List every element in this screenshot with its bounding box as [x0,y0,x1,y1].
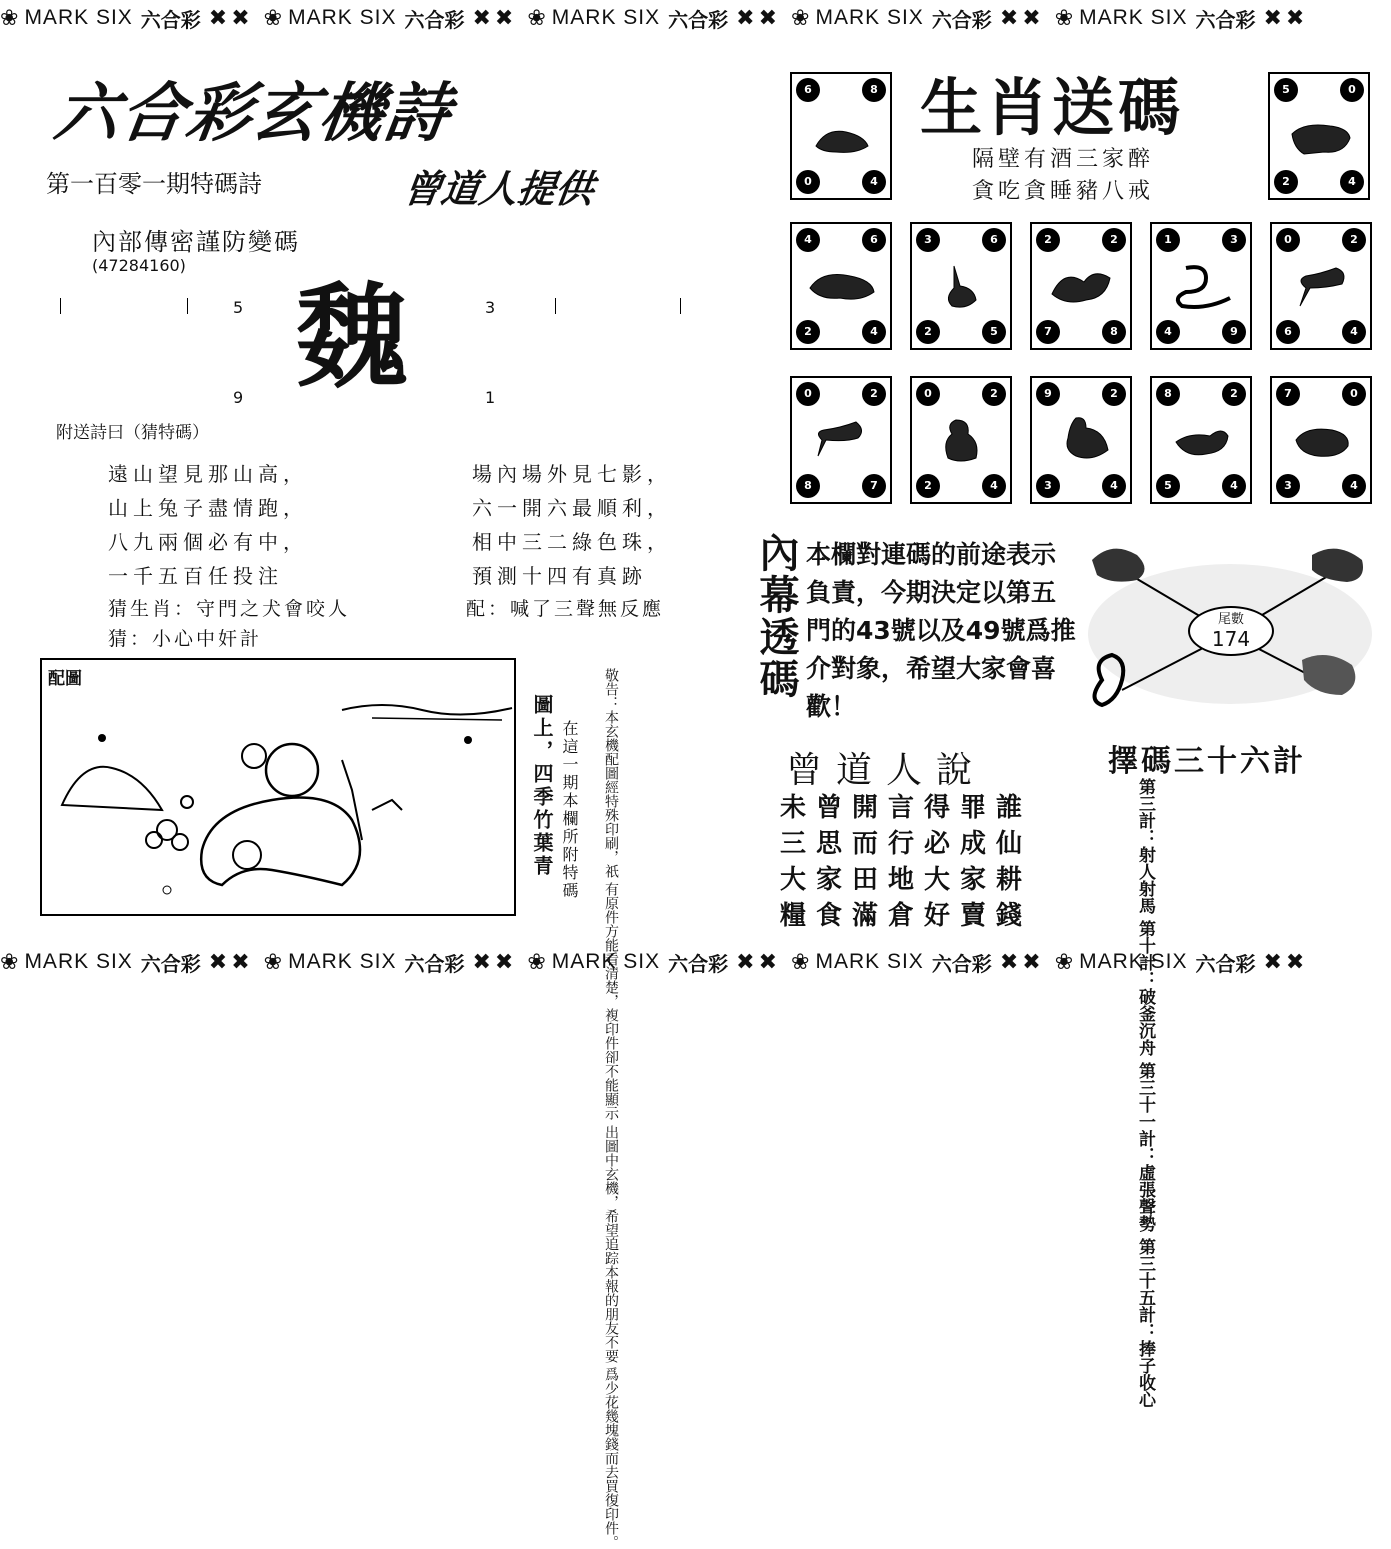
phone-number: (47284160) [92,256,186,275]
provider-label: 曾道人提供 [400,167,597,211]
zodiac-card-dragon [1030,222,1132,350]
cross-icon: ✖ [231,949,250,975]
flower-icon: ❀ [1054,5,1074,31]
banner-unit [264,948,518,977]
lhc-text: 六合彩 [140,7,201,32]
zodiac-card-monkey [910,376,1012,504]
card-number: 0 [1340,78,1364,102]
inside-text-line: 歡！ [806,692,857,721]
mark-six-text: MARK SIX [1079,6,1188,29]
cross-icon: ✖ [1285,5,1305,31]
flower-icon: ❀ [527,5,546,31]
card-number: 4 [1342,474,1366,498]
card-number: 2 [1036,228,1060,252]
issue-heading: 第一百零一期特碼詩 [46,170,262,198]
notice-line: 敬告：本玄機配圖經特殊印刷，祇 [603,668,619,878]
banner-unit [264,4,518,33]
strategy-line: 第十計：破釜沉舟 [1135,919,1155,1056]
banner-unit [1055,948,1309,977]
mark-six-text: MARK SIX [24,950,133,973]
mark-six-text: MARK SIX [551,950,661,973]
card-number: 2 [1102,228,1126,252]
card-number: 2 [1342,228,1366,252]
mark-six-text: MARK SIX [551,6,661,29]
card-number: 1 [1156,228,1180,252]
card-number: 2 [916,474,940,498]
number-5: 5 [233,298,244,317]
number-3: 3 [485,298,496,317]
flower-icon: ❀ [791,5,810,31]
picture-box [40,658,516,916]
saying-line: 未曾開言得罪誰 [780,793,1033,823]
card-number: 4 [1102,474,1126,498]
number-1: 1 [485,388,496,407]
cross-icon: ✖ [1285,949,1305,975]
zodiac-title: 生肖送碼 [920,71,1185,144]
sayings-title: 曾道人說 [786,750,987,791]
page-title: 六合彩玄機詩 [49,77,457,151]
cross-icon: ✖ [208,949,228,975]
cross-icon: ✖ [1263,5,1282,31]
card-number: 4 [1222,474,1246,498]
cross-icon: ✖ [736,5,755,31]
card-number: 4 [862,320,886,344]
pig-icon [1286,412,1356,468]
zodiac-card-snake [1150,222,1252,350]
lhc-text: 六合彩 [668,951,729,976]
card-number: 8 [1156,382,1180,406]
rooster-icon [1046,412,1116,468]
lhc-text: 六合彩 [404,951,465,976]
inside-text-line: 負責，今期決定以第五 [806,578,1057,607]
goat-icon [806,412,876,468]
poem-line: 八九兩個必有中， [108,530,308,554]
card-number: 4 [796,228,820,252]
card-number: 8 [862,78,886,102]
flower-icon: ❀ [263,949,283,975]
zodiac-card-pig [1270,376,1372,504]
poem-title: 附送詩曰（猜特碼） [56,423,209,443]
card-number: 0 [796,382,820,406]
card-number: 2 [862,382,886,406]
mark-six-text: MARK SIX [815,6,924,29]
vertical-note-2: 圖上，四季竹葉青 [530,694,554,878]
cross-icon: ✖ [1263,949,1282,975]
banner-unit [0,948,254,977]
card-number: 0 [1342,382,1366,406]
zodiac-verse-1: 隔壁有酒三家醉 [972,147,1155,172]
banner-unit [0,4,254,33]
rabbit-icon [926,258,996,314]
bottom-banner [0,944,1391,980]
horse-icon [1286,258,1356,314]
zodiac-card-goat [790,376,892,504]
zodiac-card-rooster [1030,376,1132,504]
zodiac-card-rabbit [910,222,1012,350]
notice-line: 出圖中玄機，希望追踪本報的朋友不要 [603,1124,619,1363]
card-number: 2 [796,320,820,344]
poem-line: 山上兔子盡情跑， [108,496,308,520]
card-number: 6 [796,78,820,102]
strategy-line: 第三十一計：虛張聲勢 [1135,1061,1155,1232]
dragon-icon [1046,258,1116,314]
mark-six-text: MARK SIX [24,6,133,29]
card-number: 8 [796,474,820,498]
banner-unit [1055,4,1309,33]
banner-unit [527,4,781,33]
card-number: 7 [862,474,886,498]
notice-line: 爲少花幾塊錢而去買復印件。 [603,1367,619,1549]
top-banner [0,0,1391,36]
inside-text-line: 介對象，希望大家會喜 [806,654,1057,683]
guess-pair: 配：喊了三聲無反應 [466,598,665,620]
poem-line: 預測十四有真跡 [472,564,647,588]
card-number: 0 [796,170,820,194]
card-number: 3 [1276,474,1300,498]
notice-block [600,668,622,1549]
sayings-block [780,790,1032,934]
zodiac-card-horse [1270,222,1372,350]
monkey-icon [926,412,996,468]
card-number: 8 [1102,320,1126,344]
card-number: 9 [1222,320,1246,344]
saying-line: 糧食滿倉好賣錢 [780,901,1033,931]
inside-title: 內幕透碼 [753,532,800,700]
card-number: 5 [1274,78,1298,102]
lhc-text: 六合彩 [1195,7,1256,32]
poem-line: 一千五百任投注 [108,564,283,588]
card-number: 5 [1156,474,1180,498]
guess-zodiac: 猜生肖：守門之犬會咬人 [108,598,351,620]
card-number: 5 [982,320,1006,344]
card-number: 9 [1036,382,1060,406]
saying-line: 大家田地大家耕 [780,865,1033,895]
cross-icon: ✖ [758,5,778,31]
card-number: 7 [1036,320,1060,344]
picture-illustration [42,660,514,914]
lhc-text: 六合彩 [1195,951,1256,976]
cross-icon: ✖ [494,5,514,31]
cross-icon: ✖ [494,949,514,975]
card-number: 2 [1102,382,1126,406]
poem-line: 場內場外見七影， [472,462,672,486]
card-number: 4 [862,170,886,194]
card-number: 4 [1342,320,1366,344]
cross-icon: ✖ [736,949,755,975]
tail-badge [1188,606,1274,656]
poem-right-column [472,458,672,594]
mark-six-text: MARK SIX [288,950,397,973]
cross-icon: ✖ [472,949,491,975]
rat-icon [806,108,876,164]
card-number: 0 [916,382,940,406]
banner-unit [791,948,1045,977]
flower-icon: ❀ [1054,949,1074,975]
poem-line: 相中三二綠色珠， [472,530,672,554]
card-number: 2 [916,320,940,344]
lhc-text: 六合彩 [140,951,201,976]
cross-icon: ✖ [999,949,1019,975]
cross-icon: ✖ [1022,949,1041,975]
cross-icon: ✖ [472,5,491,31]
card-number: 2 [1274,170,1298,194]
card-number: 6 [982,228,1006,252]
lhc-text: 六合彩 [931,7,992,32]
tail-value: 174 [1211,627,1251,651]
inside-text-line: 本欄對連碼的前途表示 [806,540,1057,569]
inside-text-line: 門的43號以及49號爲推 [806,616,1076,645]
zodiac-card-ox [1268,72,1370,200]
card-number: 4 [1340,170,1364,194]
poem-line: 遠山望見那山高， [108,462,308,486]
zodiac-card-dog [1150,376,1252,504]
notice-line: 有原件方能看清楚，複印件卻不能顯示 [603,882,619,1121]
riddle-character: 魏 [296,272,408,403]
card-number: 2 [1222,382,1246,406]
card-number: 6 [1276,320,1300,344]
lhc-text: 六合彩 [668,7,729,32]
banner-unit [527,948,781,977]
ox-icon [1284,108,1354,164]
secret-line: 內部傳密謹防變碼 [92,228,300,256]
mark-six-text: MARK SIX [815,950,924,973]
flower-icon: ❀ [263,5,283,31]
mark-six-text: MARK SIX [288,6,397,29]
lhc-text: 六合彩 [404,7,465,32]
cross-icon: ✖ [208,5,228,31]
number-9: 9 [233,388,244,407]
strategy-line: 第三計：射人射馬 [1135,778,1155,914]
strategy-line: 第三十五計：捧子收心 [1135,1237,1155,1408]
card-number: 6 [862,228,886,252]
card-number: 3 [916,228,940,252]
card-number: 2 [982,382,1006,406]
banner-unit [791,4,1045,33]
poem-left-column [108,458,308,594]
guess-tip: 猜：小心中奸計 [108,628,263,650]
mark-six-text: MARK SIX [1079,950,1188,973]
cross-icon: ✖ [999,5,1019,31]
tail-label: 尾數 [1217,612,1244,627]
zodiac-verse-2: 貪吃貪睡豬八戒 [972,179,1155,204]
inside-text [806,536,1076,726]
card-number: 7 [1276,382,1300,406]
flower-icon: ❀ [791,949,810,975]
poem-line: 六一開六最順利， [472,496,672,520]
vertical-note-1: 在這一期本欄所附特碼 [560,720,579,900]
zodiac-card-rat [790,72,892,200]
saying-line: 三思而行必成仙 [780,829,1033,859]
cross-icon: ✖ [758,949,778,975]
snake-icon [1166,258,1236,314]
card-number: 4 [1156,320,1180,344]
strategy-title: 擇碼三十六計 [1108,744,1306,779]
zodiac-card-tiger [790,222,892,350]
picture-label: 配圖 [48,669,82,689]
lhc-text: 六合彩 [931,951,992,976]
flower-icon: ❀ [527,949,546,975]
cross-icon: ✖ [231,5,250,31]
cross-icon: ✖ [1022,5,1041,31]
card-number: 4 [982,474,1006,498]
dog-icon [1166,412,1236,468]
card-number: 0 [1276,228,1300,252]
tiger-icon [806,258,876,314]
card-number: 3 [1036,474,1060,498]
flower-icon: ❀ [0,949,19,975]
card-number: 3 [1222,228,1246,252]
flower-icon: ❀ [0,5,19,31]
